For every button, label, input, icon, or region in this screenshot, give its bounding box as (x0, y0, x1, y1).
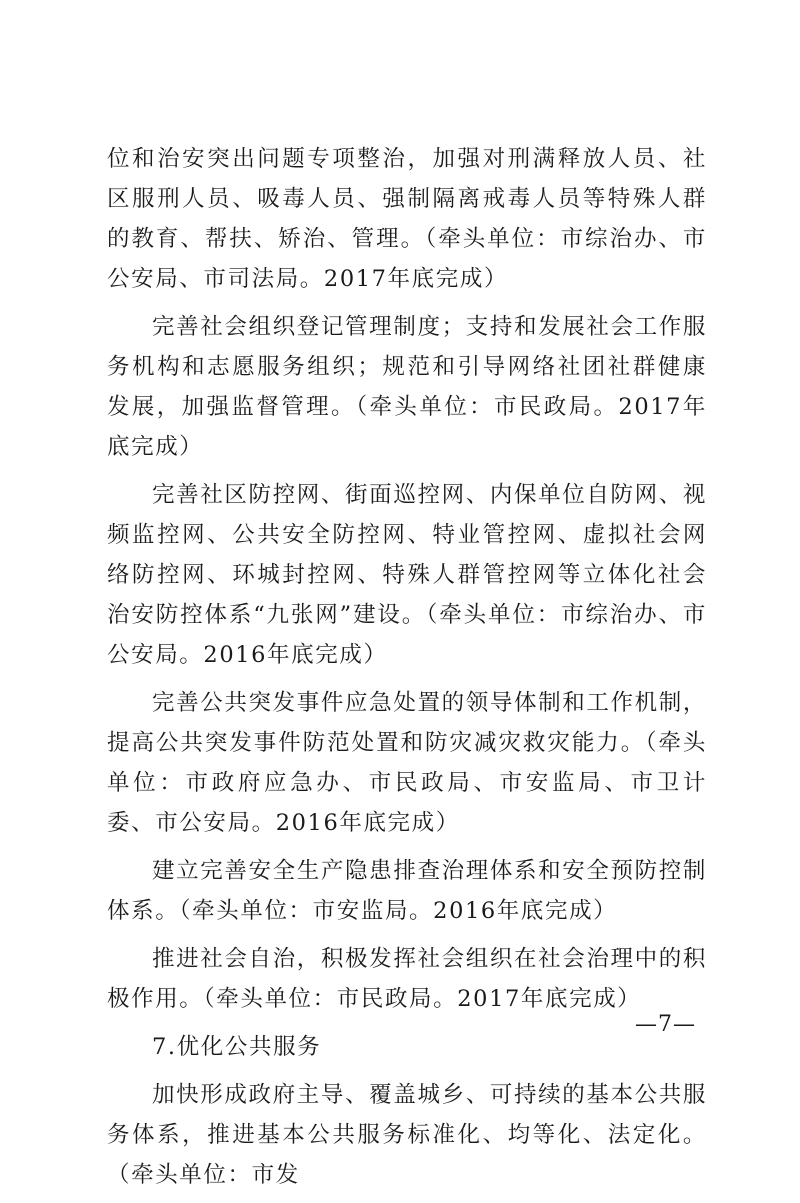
section-heading-public-services: 7.优化公共服务 (152, 1034, 322, 1060)
paragraph-social-organizations: 完善社会组织登记管理制度；支持和发展社会工作服务机构和志愿服务组织；规范和引导网络社团社群健康发展，加强监督管理。（牵头单位：市民政局。2017年底完成） (107, 314, 707, 460)
paragraph-basic-public-services: 加快形成政府主导、覆盖城乡、可持续的基本公共服务体系，推进基本公共服务标准化、均等化、法定化。（牵头单位：市发 (107, 1082, 707, 1188)
paragraph-nine-nets: 完善社区防控网、街面巡控网、内保单位自防网、视频监控网、公共安全防控网、特业管控网、虚拟社会网络防控网、环城封控网、特殊人群管控网等立体化社会治安防控体系“九张网”建设。（牵头单位：市综治办、市公安局。2016年底完成） (107, 482, 707, 668)
paragraph-safety-production: 建立完善安全生产隐患排查治理体系和安全预防控制体系。（牵头单位：市安监局。2016年底完成） (107, 858, 707, 924)
paragraph-social-autonomy: 推进社会自治，积极发挥社会组织在社会治理中的积极作用。（牵头单位：市民政局。2017年底完成） (107, 946, 707, 1012)
page-number: —7— (635, 1012, 696, 1037)
body-text (107, 139, 707, 1203)
paragraph-emergency-response: 完善公共突发事件应急处置的领导体制和工作机制，提高公共突发事件防范处置和防灾减灾救灾能力。（牵头单位：市政府应急办、市民政局、市安监局、市卫计委、市公安局。2016年底完成） (107, 690, 707, 836)
paragraph-continuation: 位和治安突出问题专项整治，加强对刑满释放人员、社区服刑人员、吸毒人员、强制隔离戒毒人员等特殊人群的教育、帮扶、矫治、管理。（牵头单位：市综治办、市公安局、市司法局。2017年底完成） (107, 146, 707, 292)
